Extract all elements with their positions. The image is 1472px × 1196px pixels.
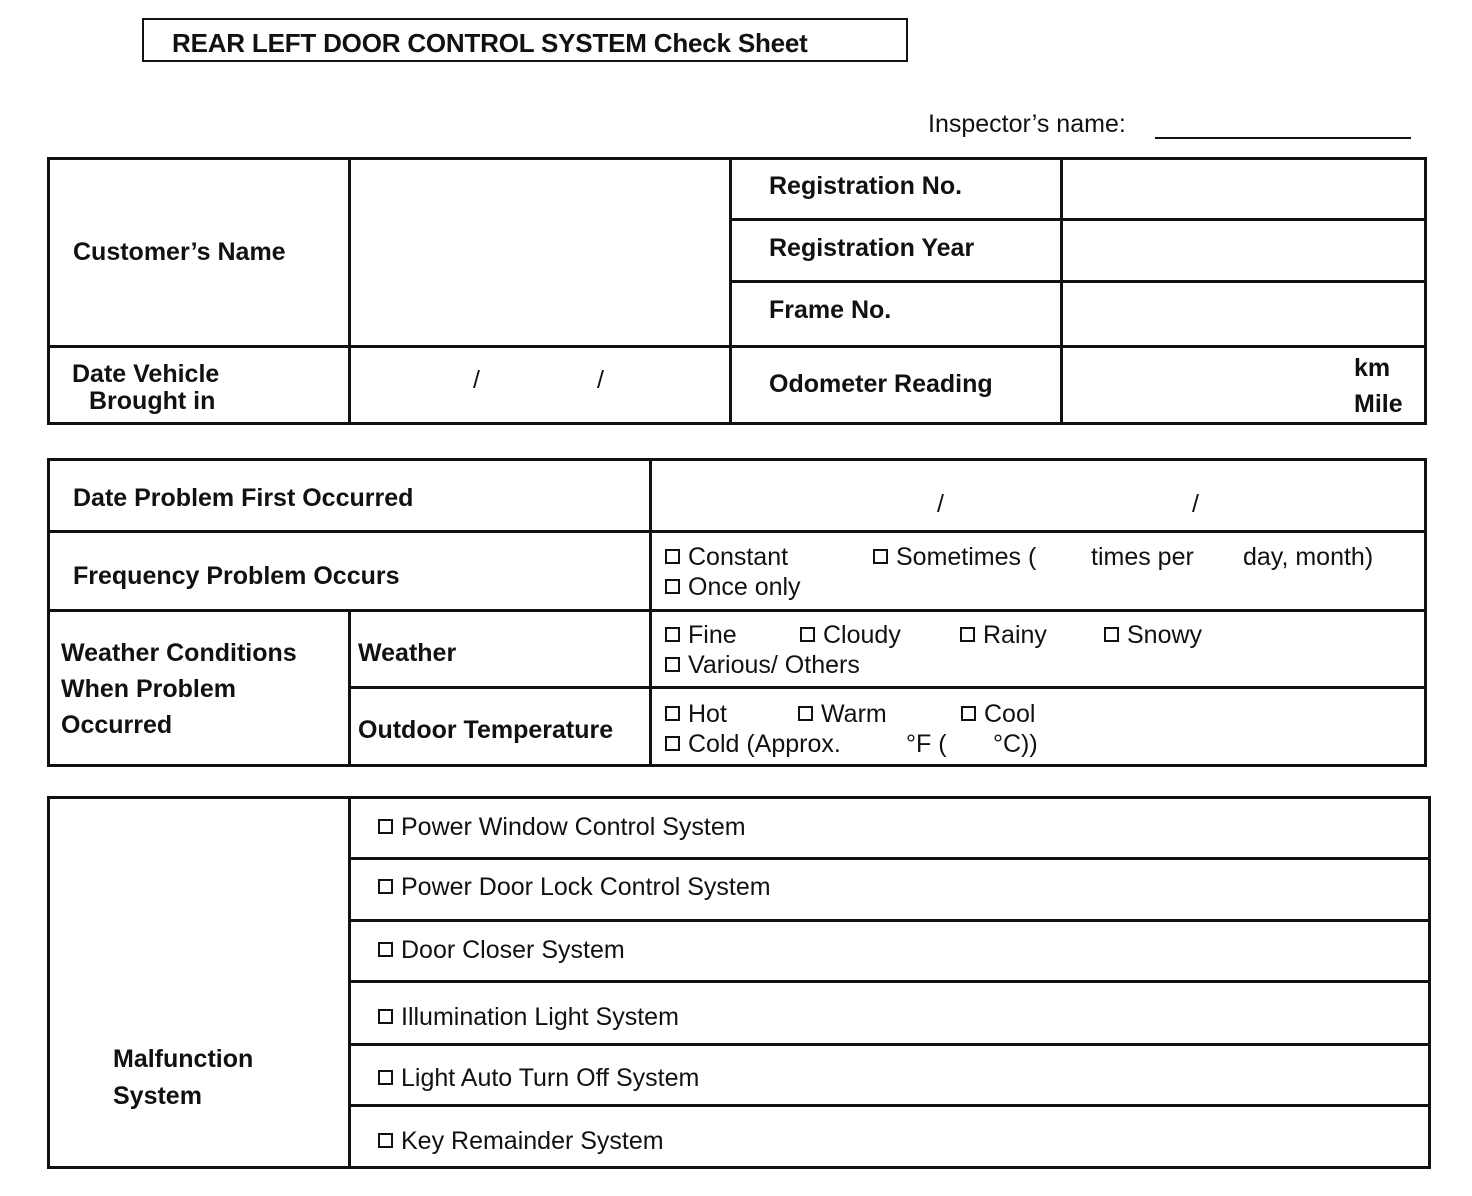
freq-sometimes-option[interactable]: Sometimes ( <box>873 543 1036 572</box>
checkbox[interactable] <box>665 736 680 751</box>
weather-conditions-label-line2: When Problem <box>61 675 237 703</box>
date-separator: / <box>937 490 944 518</box>
inspector-name-field[interactable] <box>1155 137 1411 139</box>
date-brought-label-line1: Date Vehicle <box>72 360 220 388</box>
registration-year-field[interactable] <box>1064 223 1422 277</box>
registration-year-label: Registration Year <box>769 234 975 262</box>
weather-various-option[interactable]: Various/ Others <box>665 651 860 680</box>
checkbox[interactable] <box>665 549 680 564</box>
checkbox[interactable] <box>873 549 888 564</box>
malfunction-item[interactable]: Power Window Control System <box>378 813 746 842</box>
frame-no-field[interactable] <box>1064 285 1422 342</box>
weather-label: Weather <box>358 639 457 667</box>
checkbox[interactable] <box>378 1133 393 1148</box>
unit-km: km <box>1354 354 1391 382</box>
frequency-label: Frequency Problem Occurs <box>73 562 400 590</box>
weather-cloudy-option[interactable]: Cloudy <box>800 621 901 650</box>
customer-name-label: Customer’s Name <box>73 238 286 266</box>
temp-cold-option[interactable]: Cold (Approx. <box>665 730 841 759</box>
checkbox[interactable] <box>378 1009 393 1024</box>
date-separator: / <box>597 366 604 394</box>
checkbox[interactable] <box>961 706 976 721</box>
temp-celsius-label: °C)) <box>993 730 1038 758</box>
temp-warm-option[interactable]: Warm <box>798 700 887 729</box>
checkbox[interactable] <box>1104 627 1119 642</box>
date-brought-label-line2: Brought in <box>89 387 216 415</box>
checkbox[interactable] <box>960 627 975 642</box>
freq-constant-option[interactable]: Constant <box>665 543 788 572</box>
malfunction-item[interactable]: Key Remainder System <box>378 1127 664 1156</box>
weather-rainy-option[interactable]: Rainy <box>960 621 1047 650</box>
sheet-title: REAR LEFT DOOR CONTROL SYSTEM Check Sheet <box>172 28 808 58</box>
date-first-occurred-label: Date Problem First Occurred <box>73 484 414 512</box>
malfunction-label-line2: System <box>113 1082 202 1110</box>
malfunction-item[interactable]: Power Door Lock Control System <box>378 873 771 902</box>
malfunction-label-line1: Malfunction <box>113 1045 254 1073</box>
checkbox[interactable] <box>665 657 680 672</box>
malfunction-item[interactable]: Illumination Light System <box>378 1003 679 1032</box>
temp-fahrenheit-label: °F ( <box>906 730 947 758</box>
freq-day-month-label: day, month) <box>1243 543 1374 571</box>
weather-fine-option[interactable]: Fine <box>665 621 737 650</box>
unit-mile: Mile <box>1354 390 1403 418</box>
freq-once-option[interactable]: Once only <box>665 573 801 602</box>
registration-no-field[interactable] <box>1064 162 1422 216</box>
weather-snowy-option[interactable]: Snowy <box>1104 621 1202 650</box>
temp-cool-option[interactable]: Cool <box>961 700 1035 729</box>
date-separator: / <box>1192 490 1199 518</box>
checkbox[interactable] <box>378 942 393 957</box>
date-separator: / <box>473 366 480 394</box>
freq-times-per-label: times per <box>1091 543 1194 571</box>
temp-hot-option[interactable]: Hot <box>665 700 727 729</box>
checkbox[interactable] <box>378 1070 393 1085</box>
checkbox[interactable] <box>800 627 815 642</box>
malfunction-item[interactable]: Light Auto Turn Off System <box>378 1064 699 1093</box>
weather-conditions-label-line1: Weather Conditions <box>61 639 297 667</box>
odometer-field[interactable] <box>1064 350 1344 418</box>
checkbox[interactable] <box>665 627 680 642</box>
weather-conditions-label-line3: Occurred <box>61 711 173 739</box>
customer-name-field[interactable] <box>352 162 726 342</box>
frame-no-label: Frame No. <box>769 296 892 324</box>
odometer-label: Odometer Reading <box>769 370 993 398</box>
inspector-label: Inspector’s name: <box>928 110 1126 138</box>
outdoor-temperature-label: Outdoor Temperature <box>358 716 614 744</box>
checkbox[interactable] <box>798 706 813 721</box>
checkbox[interactable] <box>378 819 393 834</box>
checkbox[interactable] <box>378 879 393 894</box>
malfunction-item[interactable]: Door Closer System <box>378 936 625 965</box>
checkbox[interactable] <box>665 706 680 721</box>
checkbox[interactable] <box>665 579 680 594</box>
registration-no-label: Registration No. <box>769 172 963 200</box>
